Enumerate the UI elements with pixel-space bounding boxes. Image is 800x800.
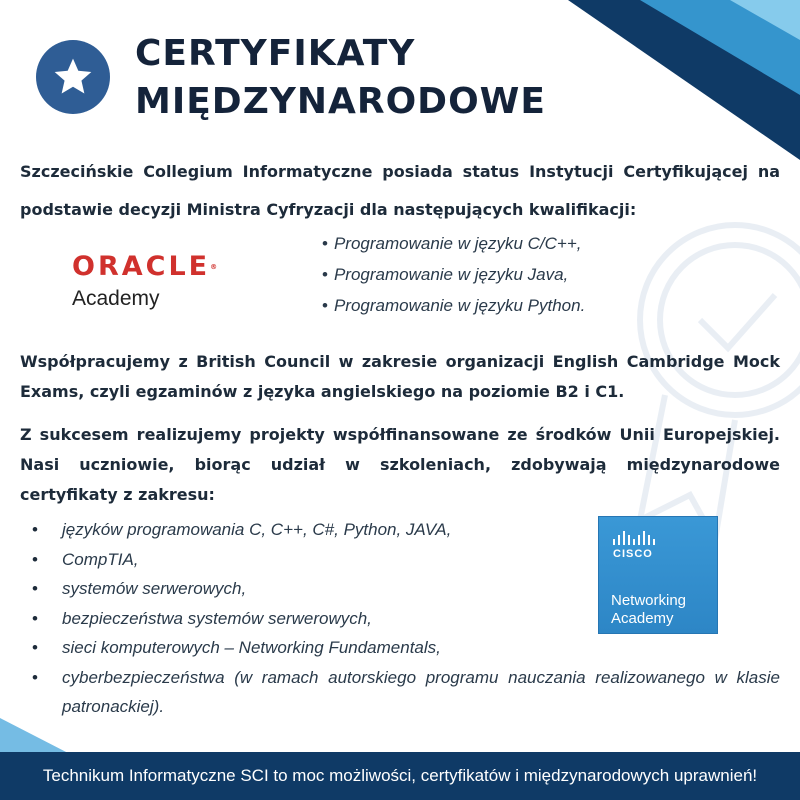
oracle-wordmark: ORACLE® <box>72 251 218 282</box>
list-item: • Programowanie w języku C/C++, <box>322 228 585 259</box>
cisco-wordmark: CISCO <box>613 548 653 560</box>
list-item: • języków programowania C, C++, C#, Python, JAVA, <box>32 520 452 539</box>
list-item: • sieci komputerowych – Networking Fundamentals, <box>32 638 441 657</box>
footer-banner <box>0 752 800 800</box>
list-item: • CompTIA, <box>32 549 139 569</box>
list-item: • bezpieczeństwa systemów serwerowych, <box>32 608 372 628</box>
qualifications-list <box>322 228 585 321</box>
footer-text: Technikum Informatyczne SCI to moc możliwości, certyfikatów i międzynarodowych uprawnień! <box>42 766 758 785</box>
list-item: • Programowanie w języku Java, <box>322 259 585 290</box>
title-line-1: CERTYFIKATY <box>135 33 416 74</box>
oracle-academy-logo <box>72 253 217 311</box>
cisco-line-1: Networking <box>611 592 687 609</box>
page-title <box>135 30 546 126</box>
eu-projects-paragraph: Z sukcesem realizujemy projekty współfinansowane ze środków Unii Europejskiej. Nasi uczniowie, biorąc udział w szkoleniach, zdobywają międzynarodowe certyfikaty z zakresu: <box>20 425 780 504</box>
list-item: • cyberbezpieczeństwa (w ramach autorskiego programu nauczania realizowanego w klasie patronackiej). <box>32 667 780 716</box>
oracle-academy-label: Academy <box>72 287 160 310</box>
star-icon <box>51 55 95 99</box>
cisco-networking-academy-logo <box>598 516 718 634</box>
list-item: • Programowanie w języku Python. <box>322 290 585 321</box>
intro-paragraph: Szczecińskie Collegium Informatyczne posiada status Instytucji Certyfikującej na podstawie decyzji Ministra Cyfryzacji dla następujących kwalifikacji: <box>20 162 780 219</box>
list-item: • systemów serwerowych, <box>32 579 247 598</box>
cisco-line-2: Academy <box>611 610 674 627</box>
star-badge <box>36 40 110 114</box>
cisco-bars-icon <box>613 531 657 545</box>
british-council-paragraph: Współpracujemy z British Council w zakresie organizacji English Cambridge Mock Exams, czyli egzaminów z języka angielskiego na poziomie B2 i C1. <box>20 352 780 401</box>
title-line-2: MIĘDZYNARODOWE <box>135 81 546 122</box>
